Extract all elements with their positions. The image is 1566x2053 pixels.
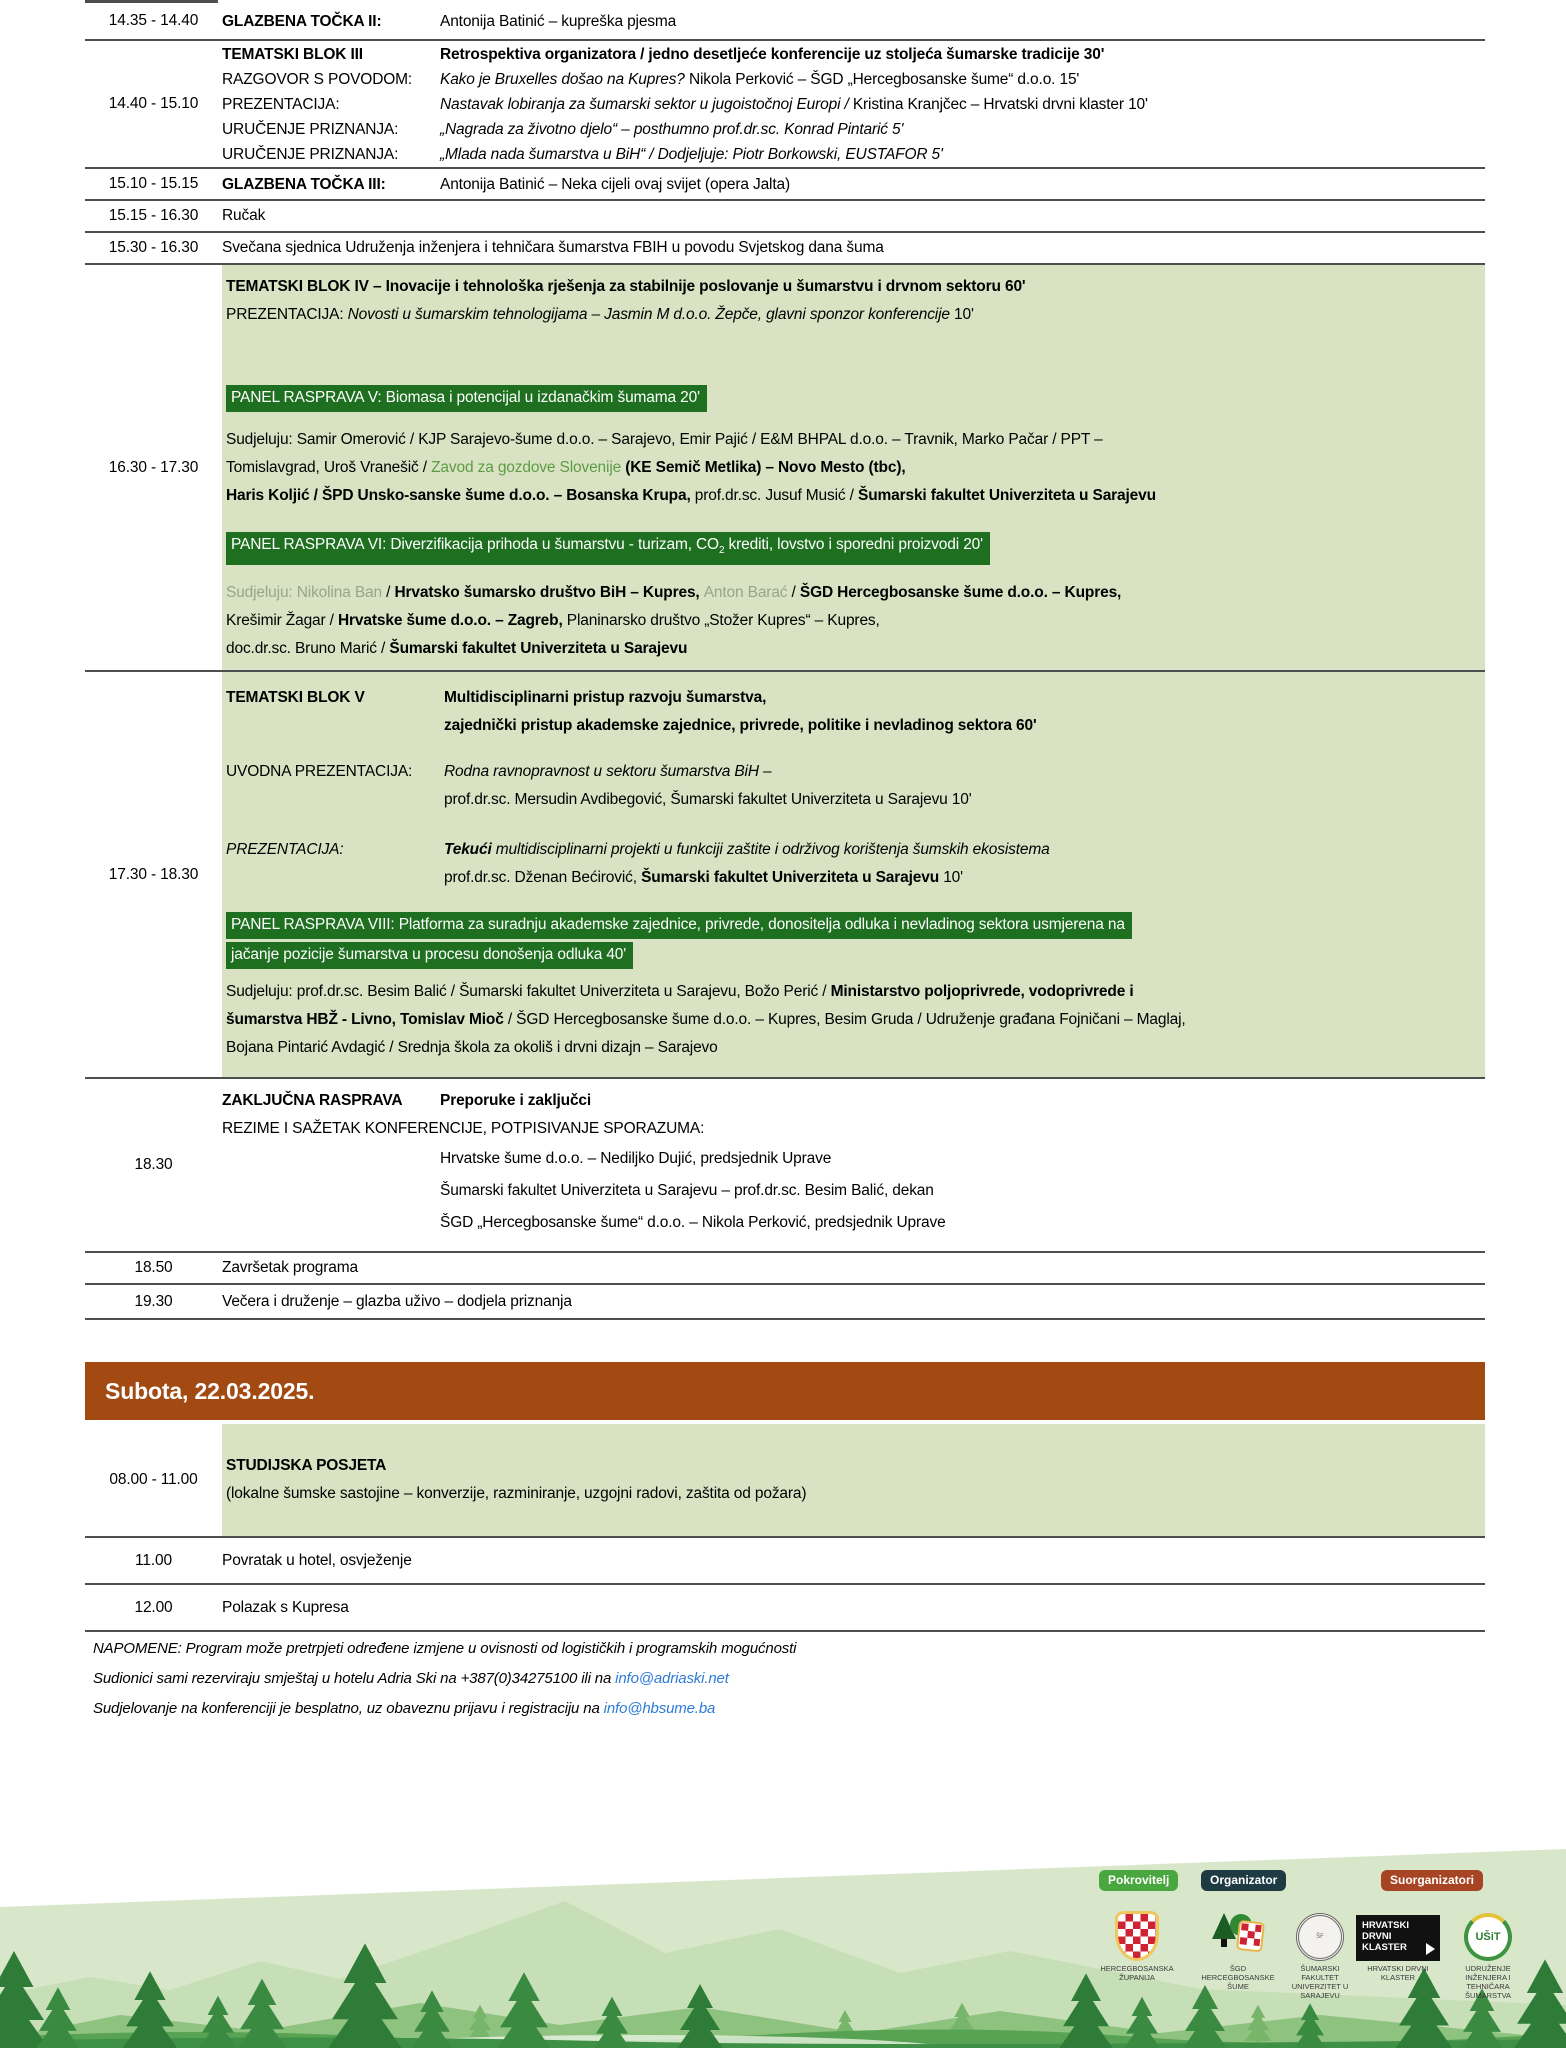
- logo-caption: KLASTER: [1380, 1973, 1416, 1982]
- email-link-hbsume[interactable]: info@hbsume.ba: [603, 1700, 716, 1717]
- time-cell: [85, 3, 222, 39]
- logo-hrvatski-drvni-klaster: [1352, 1913, 1444, 1982]
- time-cell: [85, 169, 222, 199]
- event-label: GLAZBENA TOČKA II:: [222, 12, 382, 30]
- event-desc: Večera i druženje – glazba uživo – dodjela priznanja: [222, 1292, 572, 1310]
- note-line: NAPOMENE: Program može pretrpjeti određene izmjene u ovisnosti od logističkih i programskih mogućnosti: [93, 1640, 797, 1657]
- event-desc: Polazak s Kupresa: [222, 1598, 349, 1616]
- event-desc: Rodna ravnopravnost u sektoru šumarstva BiH – prof.dr.sc. Mersudin Avdibegović, Šumarski fakultet Univerziteta u Sarajevu 10': [444, 763, 972, 808]
- logo-caption: SARAJEVU: [1300, 1991, 1340, 2000]
- event-label: TEMATSKI BLOK III: [222, 45, 363, 63]
- logo-caption: HERCEGBOSANSKA: [1100, 1964, 1174, 1973]
- logo-sumarski-fakultet: [1288, 1911, 1352, 2000]
- university-seal-icon: ŠF: [1296, 1913, 1344, 1961]
- event-label: ZAKLJUČNA RASPRAVA: [222, 1092, 403, 1109]
- event-title: STUDIJSKA POSJETA: [226, 1457, 387, 1474]
- time-label: 15.10 - 15.15: [108, 175, 199, 192]
- schedule-row: [85, 1285, 1485, 1320]
- presentation-line: PREZENTACIJA: Novosti u šumarskim tehnologijama – Jasmin M d.o.o. Žepče, glavni sponzor konferencije 10': [226, 306, 974, 323]
- event-desc: Završetak programa: [222, 1259, 358, 1276]
- event-label: GLAZBENA TOČKA III:: [222, 175, 386, 193]
- event-label: UVODNA PREZENTACIJA:: [226, 763, 413, 780]
- badge-suorganizatori: Suorganizatori: [1381, 1870, 1483, 1891]
- time-cell: [85, 1253, 222, 1283]
- signatory-line: ŠGD „Hercegbosanske šume“ d.o.o. – Nikola Perković, predsjednik Uprave: [440, 1214, 946, 1231]
- logo-caption: ŠUMARSTVA: [1464, 1991, 1512, 2000]
- note-line: Sudionici sami rezerviraju smještaj u hotelu Adria Ski na +387(0)34275100 ili na info@adriaski.net: [93, 1670, 729, 1687]
- saturday-header-bar: [85, 1362, 1485, 1420]
- event-label: URUČENJE PRIZNANJA:: [222, 145, 399, 163]
- event-desc: Povratak u hotel, osvježenje: [222, 1551, 412, 1569]
- panel-discussion-8: PANEL RASPRAVA VIII: Platforma za suradnju akademske zajednice, privrede, donositelja odluka i nevladinog sektora usmjerena na: [226, 910, 1473, 940]
- logo-caption: HERCEGBOSANSKE: [1201, 1973, 1275, 1982]
- time-label: 19.30: [134, 1292, 173, 1310]
- panel-discussion-6: PANEL RASPRAVA VI: Diverzifikacija prihoda u šumarstvu - turizam, $CO_2$ krediti, lovstvo i sporedni proizvodi 20': [226, 532, 1473, 565]
- logo-caption: INŽENJERA I TEHNIČARA: [1465, 1973, 1511, 1991]
- participants-line: šumarstva HBŽ - Livno, Tomislav Mioč / ŠGD Hercegbosanske šume d.o.o. – Kupres, Besim Gruda / Udruženje građana Fojničani – Maglaj,: [226, 1011, 1186, 1028]
- panel-discussion-8-line2: jačanje pozicije šumarstva u procesu donošenja odluka 40': [226, 940, 1473, 970]
- time-cell: [85, 201, 222, 231]
- event-desc: Retrospektiva organizatora / jedno desetljeće konferencije uz stoljeća šumarske tradicije 30': [440, 45, 1105, 63]
- event-desc: „Nagrada za životno djelo“ – posthumno prof.dr.sc. Konrad Pintarić 5': [440, 120, 904, 138]
- trees-and-shield-icon: [1210, 1909, 1266, 1961]
- logo-sgd-hercegbosanske-sume: [1198, 1909, 1278, 1991]
- time-cell: [85, 672, 222, 1077]
- participants-line: doc.dr.sc. Bruno Marić / Šumarski fakultet Univerziteta u Sarajevu: [226, 640, 688, 658]
- participants-line: Krešimir Žagar / Hrvatske šume d.o.o. – Zagreb, Planinarsko društvo „Stožer Kupres“ – Kupres,: [226, 612, 880, 630]
- schedule-row-zakljucna: [85, 1079, 1485, 1253]
- schedule-row-tematski-blok-5: [85, 672, 1485, 1079]
- schedule-row-tematski-blok-4: [85, 265, 1485, 672]
- logo-caption: UNIVERZITET U: [1291, 1982, 1349, 1991]
- logo-caption: ŠGD: [1229, 1964, 1247, 1973]
- logo-hercegbosanska-zupanija: [1098, 1909, 1176, 1982]
- time-cell: [85, 1585, 222, 1630]
- time-cell: [85, 233, 222, 263]
- schedule-row: [85, 233, 1485, 265]
- event-desc: Antonija Batinić – kupreška pjesma: [440, 12, 677, 30]
- note-line: Sudjelovanje na konferenciji je besplatno, uz obaveznu prijavu i registraciju na info@hbsume.ba: [93, 1700, 716, 1717]
- time-cell: [85, 41, 222, 167]
- logo-caption: ŠUME: [1227, 1982, 1249, 1991]
- event-desc: Svečana sjednica Udruženja inženjera i tehničara šumarstva FBIH u povodu Svjetskog dana šuma: [222, 239, 884, 256]
- participants-line: Sudjeluju: Nikolina Ban / Hrvatsko šumarsko društvo BiH – Kupres, Anton Barać / ŠGD Hercegbosanske šume d.o.o. – Kupres,: [226, 584, 1122, 602]
- time-label: 14.40 - 15.10: [108, 95, 199, 112]
- summary-line: REZIME I SAŽETAK KONFERENCIJE, POTPISIVANJE SPORAZUMA:: [222, 1120, 705, 1137]
- event-desc: Tekući multidisciplinarni projekti u funkciji zaštite i održivog korištenja šumskih ekosistema prof.dr.sc. Dženan Bećirović, Šumarski fakultet Univerziteta u Sarajevu 10': [444, 841, 1050, 886]
- event-desc: (lokalne šumske sastojine – konverzije, razminiranje, uzgojni radovi, zaštita od požara): [226, 1485, 807, 1502]
- footer-illustration: [0, 1843, 1566, 2048]
- signatory-line: Šumarski fakultet Univerziteta u Sarajevu – prof.dr.sc. Besim Balić, dekan: [440, 1182, 934, 1199]
- event-label: PREZENTACIJA:: [226, 841, 344, 858]
- signatory-line: Hrvatske šume d.o.o. – Nediljko Dujić, predsjednik Uprave: [440, 1150, 832, 1167]
- participants-line: Bojana Pintarić Avdagić / Srednja škola za okoliš i drvni dizajn – Sarajevo: [226, 1039, 718, 1056]
- badge-organizator: Organizator: [1201, 1870, 1286, 1891]
- schedule-row: [85, 169, 1485, 201]
- logo-usit: [1448, 1911, 1528, 2000]
- schedule-row-studijska: [85, 1424, 1485, 1538]
- participants-line: Haris Koljić / ŠPD Unsko-sanske šume d.o.o. – Bosanska Krupa, prof.dr.sc. Jusuf Musić / Šumarski fakultet Univerziteta u Sarajevu: [226, 487, 1156, 504]
- participants-line: Sudjeluju: Samir Omerović / KJP Sarajevo-šume d.o.o. – Sarajevo, Emir Pajić / E&M BHPAL d.o.o. – Travnik, Marko Pačar / PPT –: [226, 431, 1103, 448]
- logo-caption: ŽUPANIJA: [1119, 1973, 1155, 1982]
- logo-caption: UDRUŽENJE: [1465, 1964, 1511, 1973]
- notes-section: [85, 1632, 1485, 1724]
- saturday-date: Subota, 22.03.2025.: [105, 1377, 315, 1404]
- schedule-row: [85, 3, 1485, 41]
- time-label: 15.30 - 16.30: [108, 239, 199, 256]
- time-label: 18.30: [134, 1156, 173, 1173]
- checkered-shield-icon: [1115, 1911, 1159, 1961]
- event-label: RAZGOVOR S POVODOM:: [222, 70, 413, 88]
- schedule-row: [85, 41, 1485, 169]
- schedule-row: [85, 1253, 1485, 1285]
- time-cell: [85, 1285, 222, 1318]
- time-label: 14.35 - 14.40: [108, 12, 199, 29]
- badge-pokrovitelj: Pokrovitelj: [1099, 1870, 1178, 1891]
- program-table: [85, 3, 1485, 1724]
- event-desc: Kako je Bruxelles došao na Kupres? Nikola Perković – ŠGD „Hercegbosanske šume“ d.o.o. 15': [440, 70, 1080, 88]
- event-desc: Antonija Batinić – Neka cijeli ovaj svijet (opera Jalta): [440, 175, 790, 193]
- schedule-row: [85, 201, 1485, 233]
- time-cell: [85, 1079, 222, 1251]
- usit-ring-icon: UŠiT: [1464, 1913, 1512, 1961]
- time-label: 17.30 - 18.30: [108, 865, 199, 883]
- participants-line: Sudjeluju: prof.dr.sc. Besim Balić / Šumarski fakultet Univerziteta u Sarajevu, Božo Perić / Ministarstvo poljoprivrede, vodoprivrede i: [226, 983, 1134, 1000]
- time-label: 12.00: [134, 1598, 173, 1616]
- schedule-row: [85, 1585, 1485, 1632]
- event-desc: „Mlada nada šumarstva u BiH“ / Dodjeljuje: Piotr Borkowski, EUSTAFOR 5': [440, 145, 943, 163]
- hdk-wordmark-icon: HRVATSKI DRVNI KLASTER: [1356, 1915, 1440, 1961]
- logo-caption: HRVATSKI DRVNI: [1367, 1964, 1429, 1973]
- event-desc: Preporuke i zaključci: [440, 1092, 592, 1109]
- event-desc: Ručak: [222, 207, 266, 224]
- time-label: 11.00: [135, 1551, 172, 1569]
- time-label: 18.50: [134, 1259, 173, 1276]
- event-desc: Nastavak lobiranja za šumarski sektor u jugoistočnoj Europi / Kristina Kranjčec – Hrvatski drvni klaster 10': [440, 95, 1148, 113]
- email-link-adriaski[interactable]: info@adriaski.net: [615, 1670, 729, 1687]
- logo-caption: ŠUMARSKI: [1300, 1964, 1340, 1973]
- time-cell: [85, 265, 222, 670]
- event-label: PREZENTACIJA:: [222, 95, 340, 113]
- time-cell: [85, 1538, 222, 1583]
- time-label: 15.15 - 16.30: [108, 207, 199, 224]
- time-cell: [85, 1424, 222, 1536]
- schedule-row: [85, 1538, 1485, 1585]
- logo-caption: FAKULTET: [1301, 1973, 1339, 1982]
- block-label: TEMATSKI BLOK V: [226, 689, 365, 706]
- block-title: Multidisciplinarni pristup razvoju šumarstva, zajednički pristup akademske zajednice, privrede, politike i nevladinog sektora 60': [444, 689, 1037, 734]
- time-label: 08.00 - 11.00: [109, 1471, 198, 1488]
- participants-line: Tomislavgrad, Uroš Vranešič / Zavod za gozdove Slovenije (KE Semič Metlika) – Novo Mesto (tbc),: [226, 459, 906, 476]
- event-label: URUČENJE PRIZNANJA:: [222, 120, 399, 138]
- panel-discussion-5: PANEL RASPRAVA V: Biomasa i potencijal u izdanačkim šumama 20': [226, 385, 1473, 412]
- time-label: 16.30 - 17.30: [108, 458, 199, 476]
- block-title: TEMATSKI BLOK IV – Inovacije i tehnološka rješenja za stabilnije poslovanje u šumarstvu i drvnom sektoru 60': [226, 278, 1026, 295]
